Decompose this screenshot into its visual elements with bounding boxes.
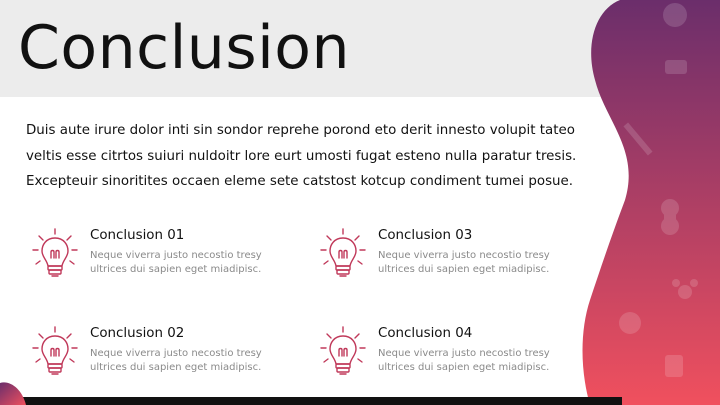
conclusion-item-title: Conclusion 03 bbox=[378, 228, 473, 243]
bottom-bar bbox=[22, 397, 622, 405]
conclusion-item-desc: Neque viverra justo necostio tresy ultrices dui sapien eget miadipisc. bbox=[378, 348, 550, 373]
decorative-corner-blob bbox=[0, 375, 30, 405]
conclusion-item-desc: Neque viverra justo necostio tresy ultrices dui sapien eget miadipisc. bbox=[378, 250, 550, 275]
intro-paragraph: Duis aute irure dolor inti sin sondor reprehe porond eto derit innesto volupit tateo veltis esse citrtos suiuri nuldoitr lore eurt umosti fugat esteno nulla paratur tresis. Excepteuir sinoritites occaen eleme sete catstost kotcup condiment tumei posue. bbox=[26, 123, 577, 189]
lightbulb-icon bbox=[318, 326, 368, 378]
conclusion-item-title: Conclusion 01 bbox=[90, 228, 185, 243]
lightbulb-icon bbox=[30, 228, 80, 280]
conclusion-item bbox=[30, 228, 290, 288]
decorative-gradient-blob bbox=[580, 0, 720, 405]
conclusion-item-desc: Neque viverra justo necostio tresy ultrices dui sapien eget miadipisc. bbox=[90, 250, 262, 275]
page-title: Conclusion bbox=[18, 13, 350, 83]
lightbulb-icon bbox=[30, 326, 80, 378]
conclusion-item-desc: Neque viverra justo necostio tresy ultrices dui sapien eget miadipisc. bbox=[90, 348, 262, 373]
lightbulb-icon bbox=[318, 228, 368, 280]
conclusion-item bbox=[30, 326, 290, 386]
conclusion-item bbox=[318, 228, 578, 288]
conclusion-item bbox=[318, 326, 578, 386]
conclusion-item-title: Conclusion 04 bbox=[378, 326, 473, 341]
conclusion-item-title: Conclusion 02 bbox=[90, 326, 185, 341]
